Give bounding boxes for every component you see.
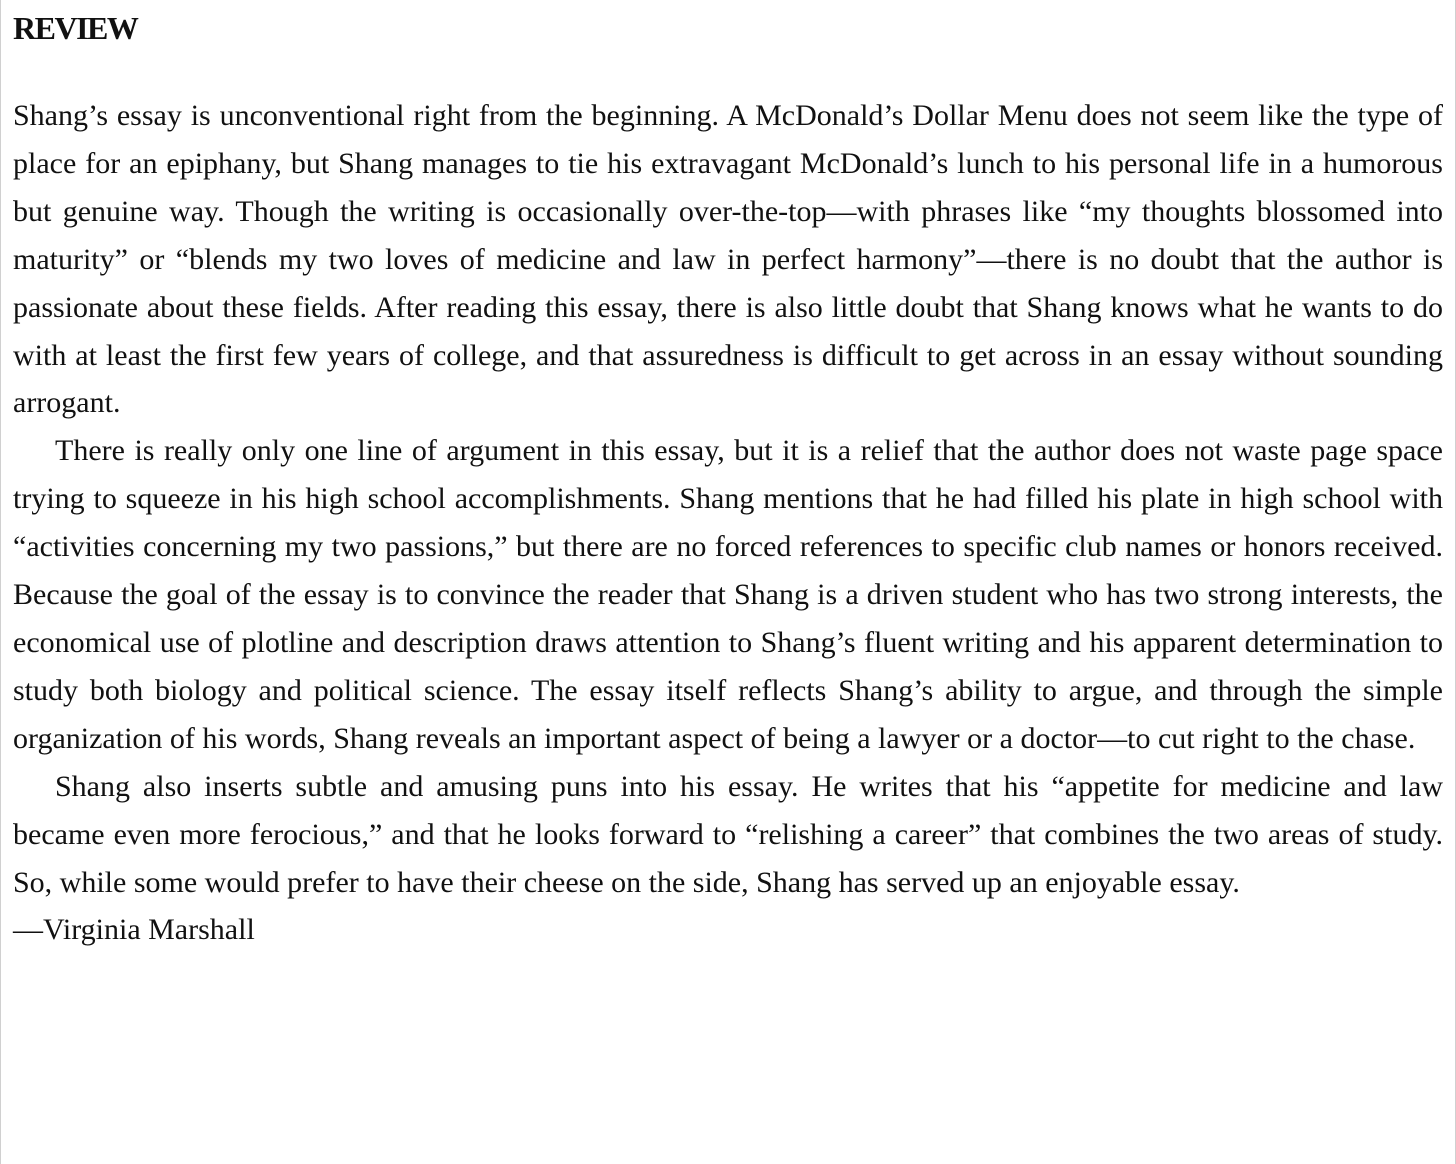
review-heading: REVIEW: [13, 10, 138, 46]
review-paragraph-3: Shang also inserts subtle and amusing puns into his essay. He writes that his “appetite for medicine and law became even more ferocious,” and that he looks forward to “relishing a career” that combines the two areas of study. So, while some would prefer to have their cheese on the side, Shang has served up an enjoyable essay.: [13, 769, 1443, 899]
review-paragraph-1: Shang’s essay is unconventional right from the beginning. A McDonald’s Dollar Menu does not seem like the type of place for an epiphany, but Shang manages to tie his extravagant McDonald’s lunch to his personal life in a humorous but genuine way. Though the writing is occasionally over-the-top—with phrases like “my thoughts blossomed into maturity” or “blends my two loves of medicine and law in perfect harmony”—there is no doubt that the author is passionate about these fields. After reading this essay, there is also little doubt that Shang knows what he wants to do with at least the first few years of college, and that assuredness is difficult to get across in an essay without sounding arrogant.: [13, 99, 1443, 420]
review-body: [13, 92, 1443, 954]
review-paragraph-2: There is really only one line of argument in this essay, but it is a relief that the author does not waste page space trying to squeeze in his high school accomplishments. Shang mentions that he had filled his plate in high school with “activities concerning my two passions,” but there are no forced references to specific club names or honors received. Because the goal of the essay is to convince the reader that Shang is a driven student who has two strong interests, the economical use of plotline and description draws attention to Shang’s fluent writing and his apparent determination to study both biology and political science. The essay itself reflects Shang’s ability to argue, and through the simple organization of his words, Shang reveals an important aspect of being a lawyer or a doctor—to cut right to the chase.: [13, 434, 1443, 755]
reviewer-signature: —Virginia Marshall: [13, 913, 255, 947]
